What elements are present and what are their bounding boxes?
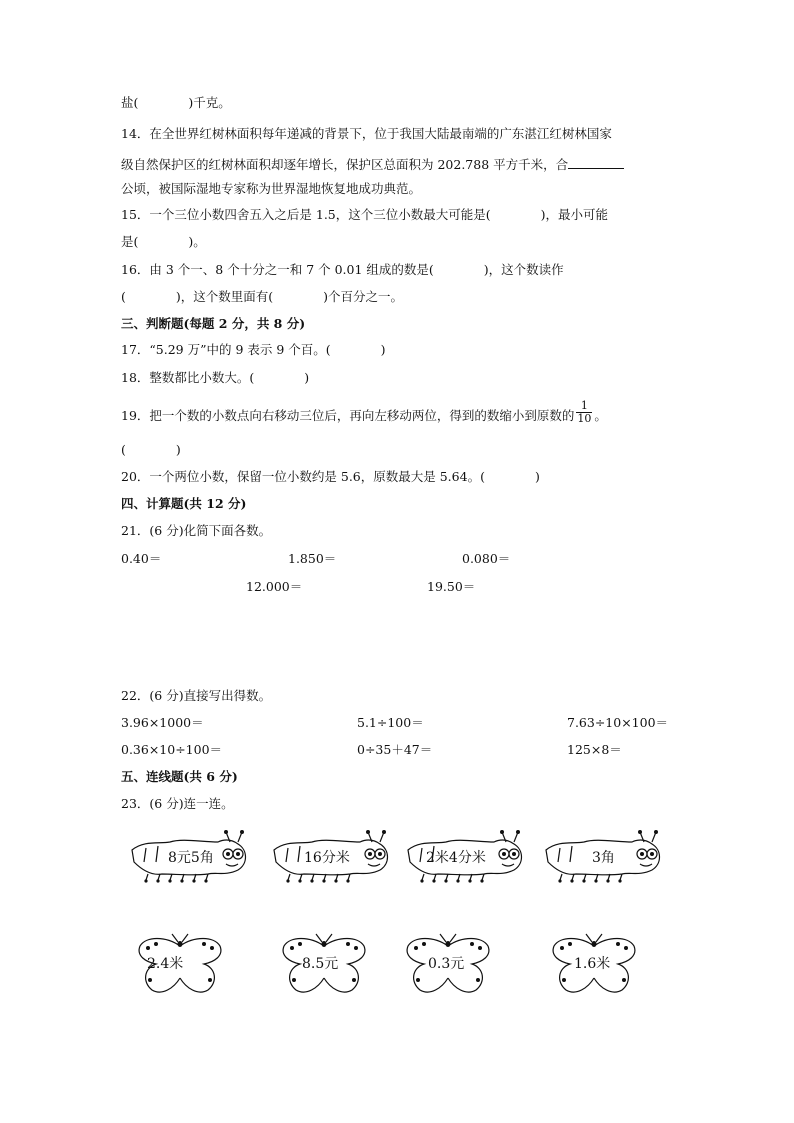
q14-line2-text: 级自然保护区的红树林面积却逐年增长，保护区总面积为 202.788 平方千米，合 bbox=[121, 157, 569, 172]
section-3-heading: 三、判断题(每题 2 分，共 8 分) bbox=[121, 316, 306, 331]
q22-item: 125×8＝ bbox=[567, 742, 622, 757]
q21-item: 0.40＝ bbox=[121, 551, 162, 566]
q15-line1: 15．一个三位小数四舍五入之后是 1.5，这个三位小数最大可能是( )，最小可能 bbox=[121, 207, 609, 222]
q14-line1: 14．在全世界红树林面积每年递减的背景下，位于我国大陆最南端的广东湛江红树林国家 bbox=[121, 126, 612, 141]
q21-item: 1.850＝ bbox=[288, 551, 337, 566]
q15-line2: 是( )。 bbox=[121, 234, 206, 249]
q19-line2: ( ) bbox=[121, 442, 181, 457]
caterpillar-label: 3角 bbox=[592, 850, 615, 866]
butterfly-label: 1.6米 bbox=[574, 956, 611, 972]
q19-line1 bbox=[121, 399, 607, 429]
q21-item: 19.50＝ bbox=[427, 579, 476, 594]
q19-text: 19．把一个数的小数点向右移动三位后，再向左移动两位，得到的数缩小到原数的 bbox=[121, 408, 575, 423]
section-5-heading: 五、连线题(共 6 分) bbox=[121, 769, 238, 784]
butterfly-label: 8.5元 bbox=[302, 956, 339, 972]
fraction-numerator: 1 bbox=[576, 400, 592, 413]
fraction bbox=[576, 400, 592, 425]
caterpillar-label: 8元5角 bbox=[168, 850, 214, 866]
q21-title: 21．(6 分)化简下面各数。 bbox=[121, 523, 272, 538]
q23-title: 23．(6 分)连一连。 bbox=[121, 796, 234, 811]
caterpillar-label: 2米4分米 bbox=[426, 850, 486, 866]
q13-tail: 盐( )千克。 bbox=[121, 95, 231, 110]
butterfly-label: 0.3元 bbox=[428, 956, 465, 972]
q17: 17．“5.29 万”中的 9 表示 9 个百。( ) bbox=[121, 342, 386, 357]
q22-title: 22．(6 分)直接写出得数。 bbox=[121, 688, 272, 703]
q14-line3: 公顷，被国际湿地专家称为世界湿地恢复地成功典范。 bbox=[121, 181, 422, 196]
answer-blank[interactable] bbox=[568, 156, 624, 169]
fraction-denominator: 10 bbox=[577, 412, 592, 425]
q16-line2: ( )，这个数里面有( )个百分之一。 bbox=[121, 289, 404, 304]
q22-item: 5.1÷100＝ bbox=[357, 715, 424, 730]
q22-item: 3.96×1000＝ bbox=[121, 715, 204, 730]
q22-item: 7.63÷10×100＝ bbox=[567, 715, 669, 730]
q22-item: 0.36×10÷100＝ bbox=[121, 742, 223, 757]
q19-end: 。 bbox=[594, 408, 607, 423]
q14-line2 bbox=[121, 156, 624, 173]
q21-item: 12.000＝ bbox=[246, 579, 303, 594]
caterpillar-label: 16分米 bbox=[304, 850, 350, 866]
q22-item: 0÷35＋47＝ bbox=[357, 742, 433, 757]
butterfly-label: 2.4米 bbox=[147, 956, 184, 972]
q18: 18．整数都比小数大。( ) bbox=[121, 370, 310, 385]
q20: 20．一个两位小数，保留一位小数约是 5.6，原数最大是 5.64。( ) bbox=[121, 469, 540, 484]
section-4-heading: 四、计算题(共 12 分) bbox=[121, 496, 247, 511]
q16-line1: 16．由 3 个一、8 个十分之一和 7 个 0.01 组成的数是( )，这个数读作 bbox=[121, 262, 564, 277]
q21-item: 0.080＝ bbox=[462, 551, 511, 566]
